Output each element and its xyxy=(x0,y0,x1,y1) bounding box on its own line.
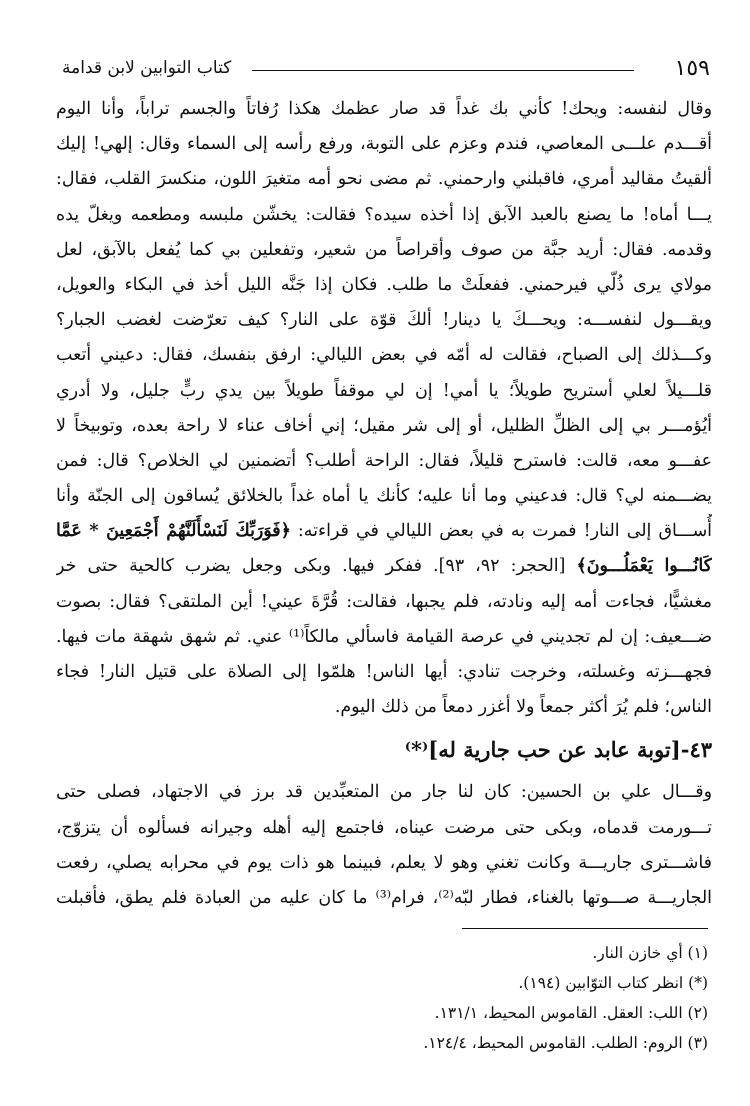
text-line: يضـــمنه لي؟ قال: فدعيني وما أنا عليه؛ كأنك يا أماه غداً بالخلائق يُساقون إلى الجنّة وأنا xyxy=(56,486,712,507)
section-title: ٤٣-[توبة عابد عن حب جارية له]⁽*⁾ xyxy=(404,737,712,763)
footnote: (٢) اللب: العقل. القاموس المحيط، ١٣١/١. xyxy=(434,1004,708,1022)
text-line: فجهـــزته وغسلته، وخرجت تنادي: أيها الناس! هلمّوا إلى الصلاة على قتيل النار! فجاء xyxy=(56,662,712,682)
text-line: مولاي يرى ذُلّي فيرحمني. ففعلَتْ ما طلب. فكان إذا جَنَّه الليل أخذ في البكاء والعويل، xyxy=(56,274,712,295)
quran-verse-end: كَانُـــوا يَعْمَلُـــونَ﴾ xyxy=(576,556,712,577)
footnote: (١) أي خازن النار. xyxy=(592,944,708,962)
text-line: تـــورمت قدماه، وبكى حتى مرضت عيناه، فاجتمع إليه أهله وجيرانه فسألوه أن يتزوّج، xyxy=(56,817,712,838)
text-line: الناس؛ فلم يُرَ أكثر جمعاً ولا أغزر دمعاً من ذلك اليوم. xyxy=(334,697,712,718)
page-header xyxy=(62,52,710,86)
text-line xyxy=(56,514,712,549)
text-line: وقال لنفسه: ويحك! كأني بك غداً قد صار عظمك هكذا رُفاتاً والجسم تراباً، وأنا اليوم xyxy=(56,99,712,119)
text-line: وكـــذلك إلى الصباح، فقالت له أمّه في بعض الليالي: ارفق بنفسك، فقال: دعيني أتعب xyxy=(56,345,712,366)
text-line: وقـــال علي بن الحسين: كان لنا جار من المتعبِّدين قد برز في الاجتهاد، فصلى حتى xyxy=(56,782,712,803)
running-book-title: كتاب التوابين لابن قدامة xyxy=(62,58,232,78)
text-line: قلـــيلاً لعلي أستريح طويلاً؛ يا أمي! إن لي موقفاً طويلاً بين يدي ربٍّ جليل، ولا أدري xyxy=(56,380,712,401)
body-text xyxy=(56,92,712,916)
verse-intro: أُســـاق إلى النار! فمرت به في بعض الليالي في قراءته: xyxy=(297,521,712,542)
footnote-rule xyxy=(462,928,708,929)
header-rule xyxy=(252,70,634,71)
footnote: (*) انظر كتاب التوّابين (١٩٤). xyxy=(518,974,708,992)
page-number: ١٥٩ xyxy=(674,56,710,81)
text-line: وقدمه. فقال: أريد جبَّة من صوف وأقراصاً من شعير، وتفعلين بي كما يُفعل بالآبق، لعل xyxy=(56,239,712,260)
text-line xyxy=(56,549,712,584)
text-line: فاشـــترى جاريـــة وكانت تغني وهو لا يعلم، فبينما هو ذات يوم في محرابه يصلي، رفعت xyxy=(56,852,712,873)
footnote: (٣) الروم: الطلب. القاموس المحيط، ١٢٤/٤. xyxy=(423,1034,708,1052)
text-line: ويقـــول لنفســـه: ويحـــكَ يا دينار! ألكَ قوّة على النار؟ كيف تعرّضت لغضب الجبار؟ xyxy=(56,310,712,331)
text-line: أيُؤمـــر بي إلى الظلِّ الظليل، أو إلى شر مقيل؛ إني أخاف عناء لا راحة بعده، وتوبيخاً لا xyxy=(56,415,712,436)
footnotes xyxy=(68,938,708,1058)
text-line: عفـــو معه، قالت: فاسترح قليلاً، فقال: الراحة أطلب؟ أتضمنين لي الخلاص؟ قال: فمن xyxy=(56,450,712,471)
text-line: يـــا أماه! ما يصنع بالعبد الآبق إذا أخذه سيده؟ فقالت: يخشّن ملبسه ومطعمه ويغلّ يده xyxy=(56,204,712,225)
text-line: مغشيًّا، فجاءت أمه إليه ونادته، فلم يجبها، فقالت: قُرَّةَ عيني! أين الملتقى؟ فقال: بصوت xyxy=(56,591,712,612)
text-line: الجاريـــة صـــوتها بالغناء، فطار لبّه⁽²⁾، فرام⁽³⁾ ما كان عليه من العبادة فلم يطق، فأقبلت xyxy=(56,887,712,908)
text-line: ضـــعيف: إن لم تجديني في عرصة القيامة فاسألي مالكاً⁽¹⁾ عني. ثم شهق شهقة مات فيها. xyxy=(56,626,712,647)
verse-reference: [الحجر: ٩٢، ٩٣]. ففكر فيها. وبكى وجعل يضرب كالحية حتى خر xyxy=(56,556,566,577)
text-line: أقـــدم علـــى المعاصي، فندم وعزم على التوبة، ورفع رأسه إلى السماء وقال: إلهي! إليك xyxy=(56,134,712,155)
quran-verse: ﴿فَوَرَبِّكَ لَنَسْأَلَنَّهُمْ أَجْمَعِينَ * عَمَّا xyxy=(56,521,291,542)
text-line: ألقيتُ مقاليد أمري، فاقبلني وارحمني. ثم مضى نحو أمه متغيرَ اللون، منكسرَ القلب، فقال: xyxy=(56,169,712,190)
